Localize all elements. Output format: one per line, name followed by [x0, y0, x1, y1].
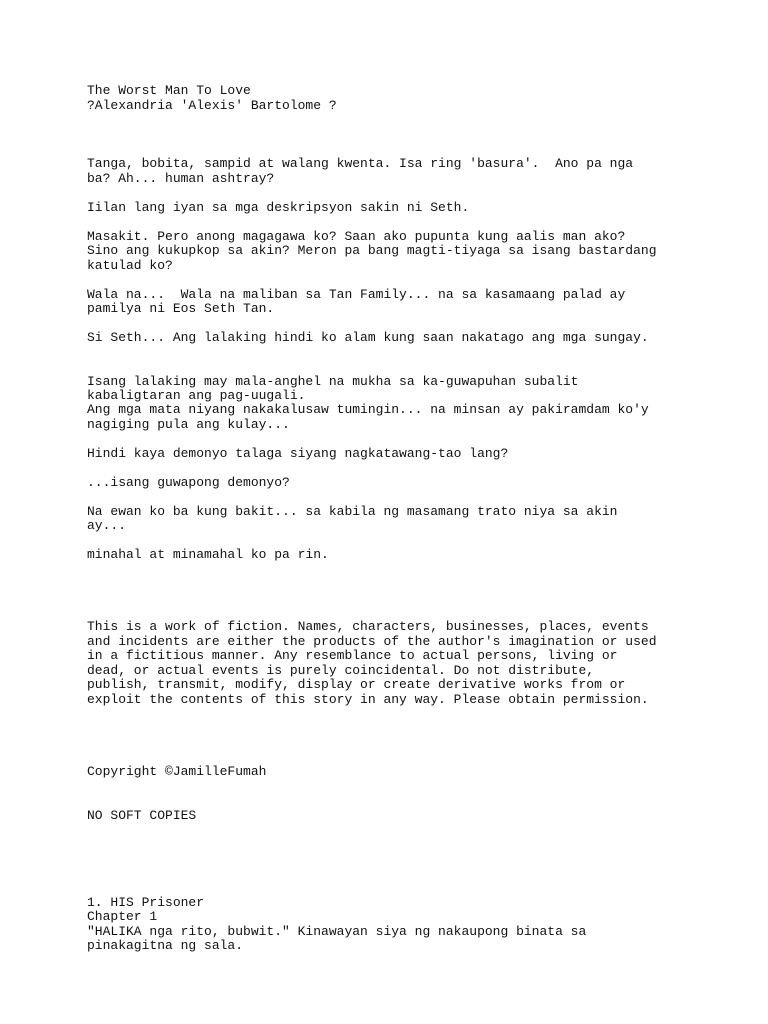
disclaimer-line: exploit the contents of this story in any way. Please obtain permission. — [87, 692, 649, 707]
notice-line: NO SOFT COPIES — [87, 808, 197, 823]
disclaimer-line: This is a work of fiction. Names, characters, businesses, places, events — [87, 619, 649, 634]
paragraph-line: ba? Ah... human ashtray? — [87, 171, 275, 186]
paragraph-line: Tanga, bobita, sampid at walang kwenta. Isa ring 'basura'. Ano pa nga — [87, 156, 634, 171]
chapter-subheading: Chapter 1 — [87, 909, 158, 924]
paragraph-line: Na ewan ko ba kung bakit... sa kabila ng masamang trato niya sa akin — [87, 504, 618, 519]
paragraph-line: kabaligtaran ang pag-uugali. — [87, 388, 306, 403]
disclaimer-line: in a fictitious manner. Any resemblance to actual persons, living or — [87, 648, 618, 663]
chapter-text-line: pinakagitna ng sala. — [87, 938, 244, 953]
paragraph-line: Iilan lang iyan sa mga deskripsyon sakin ni Seth. — [87, 200, 470, 215]
paragraph-line: Si Seth... Ang lalaking hindi ko alam kung saan nakatago ang mga sungay. — [87, 330, 649, 345]
paragraph-line: ay... — [87, 518, 127, 533]
paragraph-line: Masakit. Pero anong magagawa ko? Saan ako pupunta kung aalis man ako? — [87, 229, 626, 244]
disclaimer-line: publish, transmit, modify, display or create derivative works from or — [87, 677, 626, 692]
document-title: The Worst Man To Love — [87, 83, 251, 98]
paragraph-line: nagiging pula ang kulay... — [87, 417, 290, 432]
paragraph-line: katulad ko? — [87, 258, 173, 273]
paragraph-line: pamilya ni Eos Seth Tan. — [87, 301, 275, 316]
chapter-text-line: "HALIKA nga rito, bubwit." Kinawayan siya ng nakaupong binata sa — [87, 924, 587, 939]
chapter-heading: 1. HIS Prisoner — [87, 895, 205, 910]
disclaimer-line: and incidents are either the products of the author's imagination or used — [87, 634, 657, 649]
paragraph-line: ...isang guwapong demonyo? — [87, 475, 290, 490]
disclaimer-line: dead, or actual events is purely coincidental. Do not distribute, — [87, 663, 595, 678]
copyright-line: Copyright ©JamilleFumah — [87, 764, 267, 779]
paragraph-line: minahal at minamahal ko pa rin. — [87, 547, 329, 562]
paragraph-line: Sino ang kukupkop sa akin? Meron pa bang magti-tiyaga sa isang bastardang — [87, 243, 657, 258]
paragraph-line: Isang lalaking may mala-anghel na mukha sa ka-guwapuhan subalit — [87, 374, 579, 389]
document-byline: ?Alexandria 'Alexis' Bartolome ? — [87, 98, 337, 113]
paragraph-line: Hindi kaya demonyo talaga siyang nagkatawang-tao lang? — [87, 446, 509, 461]
paragraph-line: Wala na... Wala na maliban sa Tan Family... na sa kasamaang palad ay — [87, 287, 626, 302]
paragraph-line: Ang mga mata niyang nakakalusaw tumingin... na minsan ay pakiramdam ko'y — [87, 402, 649, 417]
